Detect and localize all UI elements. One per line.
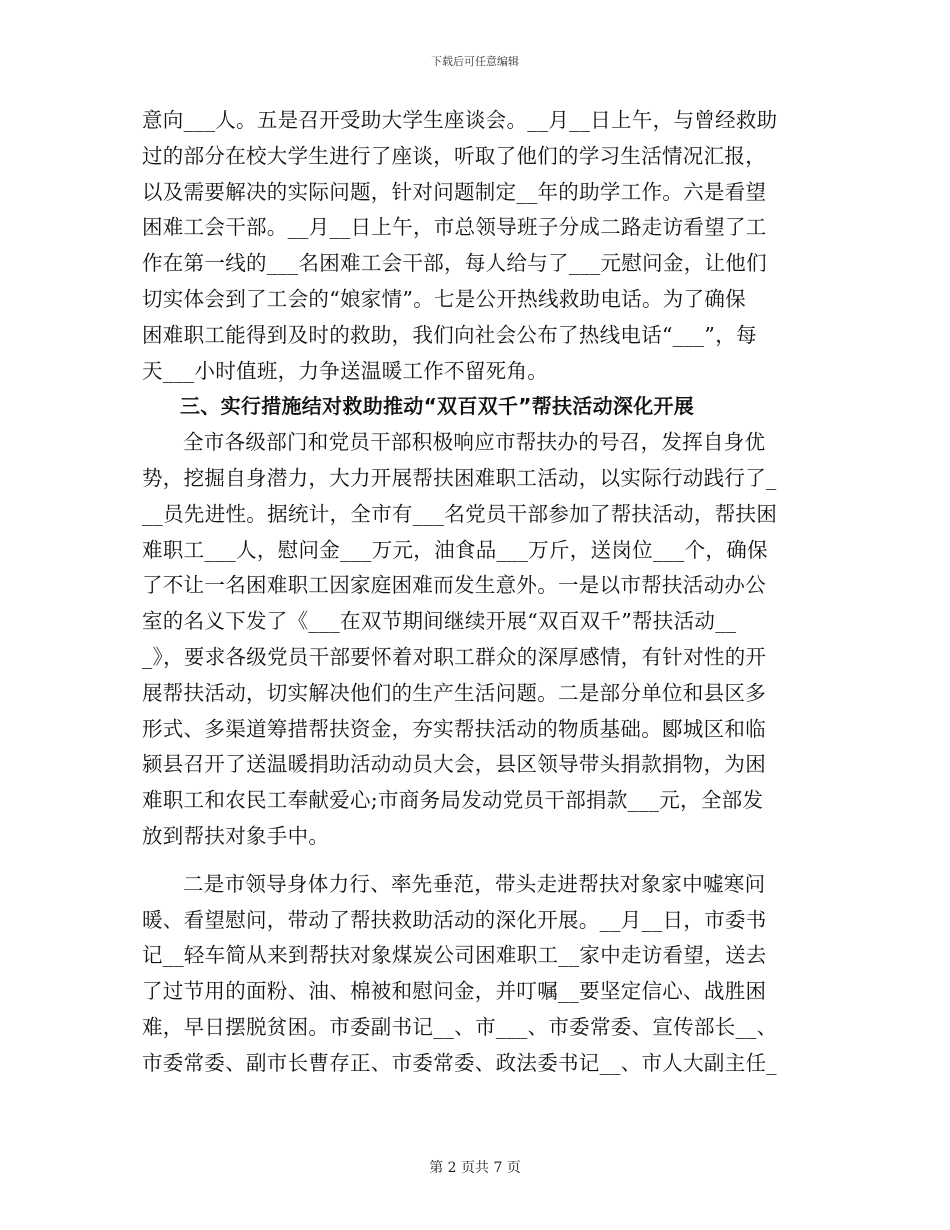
text-line: 放到帮扶对象手中。 [142, 823, 330, 848]
paragraph-1 [142, 103, 804, 389]
text-line: 意向___人。五是召开受助大学生座谈会。__月__日上午，与曾经救助 [142, 108, 778, 132]
text-line: _》，要求各级党员干部要怀着对职工群众的深厚感情，有针对性的开 [142, 644, 767, 669]
text-line: 难，早日摆脱贫困。市委副书记__、市___、市委常委、宣传部长__、 [142, 1014, 778, 1039]
page-header: 下载后可任意编辑 [431, 55, 519, 68]
section-heading: 三、实行措施结对救助推动“双百双千”帮扶活动深化开展 [180, 394, 695, 419]
text-line: 颍县召开了送温暖捐助活动动员大会，县区领导带头捐款捐物，为困 [142, 752, 766, 777]
text-line: 展帮扶活动，切实解决他们的生产生活问题。二是部分单位和县区多 [142, 680, 766, 705]
text-line: 市委常委、副市长曹存正、市委常委、政法委书记__、市人大副主任_ [142, 1050, 777, 1075]
text-line: 暖、看望慰问，带动了帮扶救助活动的深化开展。__月__日，市委书 [142, 907, 767, 932]
text-line: 困难职工能得到及时的救助，我们向社会公布了热线电话“___”，每 [142, 322, 757, 347]
page-number: 第 2 页共 7 页 [429, 1160, 521, 1176]
text-line: 室的名义下发了《___在双节期间继续开展“双百双千”帮扶活动__ [142, 609, 737, 634]
text-line: 切实体会到了工会的“娘家情”。七是公开热线救助电话。为了确保 [142, 286, 746, 311]
text-line: 难职工和农民工奉献爱心;市商务局发动党员干部捐款___元，全部发 [142, 788, 764, 813]
text-line: 记__轻车简从来到帮扶对象煤炭公司困难职工__家中走访看望，送去 [142, 943, 767, 968]
text-line: 二是市领导身体力行、率先垂范，带头走进帮扶对象家中嘘寒问 [183, 871, 766, 896]
text-line: 全市各级部门和党员干部积极响应市帮扶办的号召，发挥自身优 [183, 430, 766, 455]
text-line: 作在第一线的___名困难工会干部，每人给与了___元慰问金，让他们 [142, 251, 767, 276]
text-line: 以及需要解决的实际问题，针对问题制定__年的助学工作。六是看望 [142, 179, 767, 204]
paragraph-2 [142, 425, 804, 855]
text-line: 了不让一名困难职工因家庭困难而发生意外。一是以市帮扶活动办公 [142, 573, 766, 598]
paragraph-spacer [142, 855, 804, 867]
text-line: 了过节用的面粉、油、棉被和慰问金，并叮嘱__要坚定信心、战胜困 [142, 979, 767, 1004]
text-line: 形式、多渠道筹措帮扶资金，夯实帮扶活动的物质基础。郾城区和临 [142, 716, 766, 741]
paragraph-3 [142, 867, 804, 1082]
text-line: __员先进性。据统计，全市有___名党员干部参加了帮扶活动，帮扶困 [142, 501, 778, 526]
text-line: 天___小时值班，力争送温暖工作不留死角。 [142, 358, 549, 383]
document-body [142, 103, 804, 1082]
text-line: 难职工___人，慰问金___万元，油食品___万斤，送岗位___个，确保 [142, 537, 768, 562]
text-line: 过的部分在校大学生进行了座谈，听取了他们的学习生活情况汇报， [142, 143, 766, 168]
text-line: 势，挖掘自身潜力，大力开展帮扶困难职工活动，以实际行动践行了_ [142, 465, 777, 490]
text-line: 困难工会干部。__月__日上午，市总领导班子分成二路走访看望了工 [142, 215, 767, 240]
